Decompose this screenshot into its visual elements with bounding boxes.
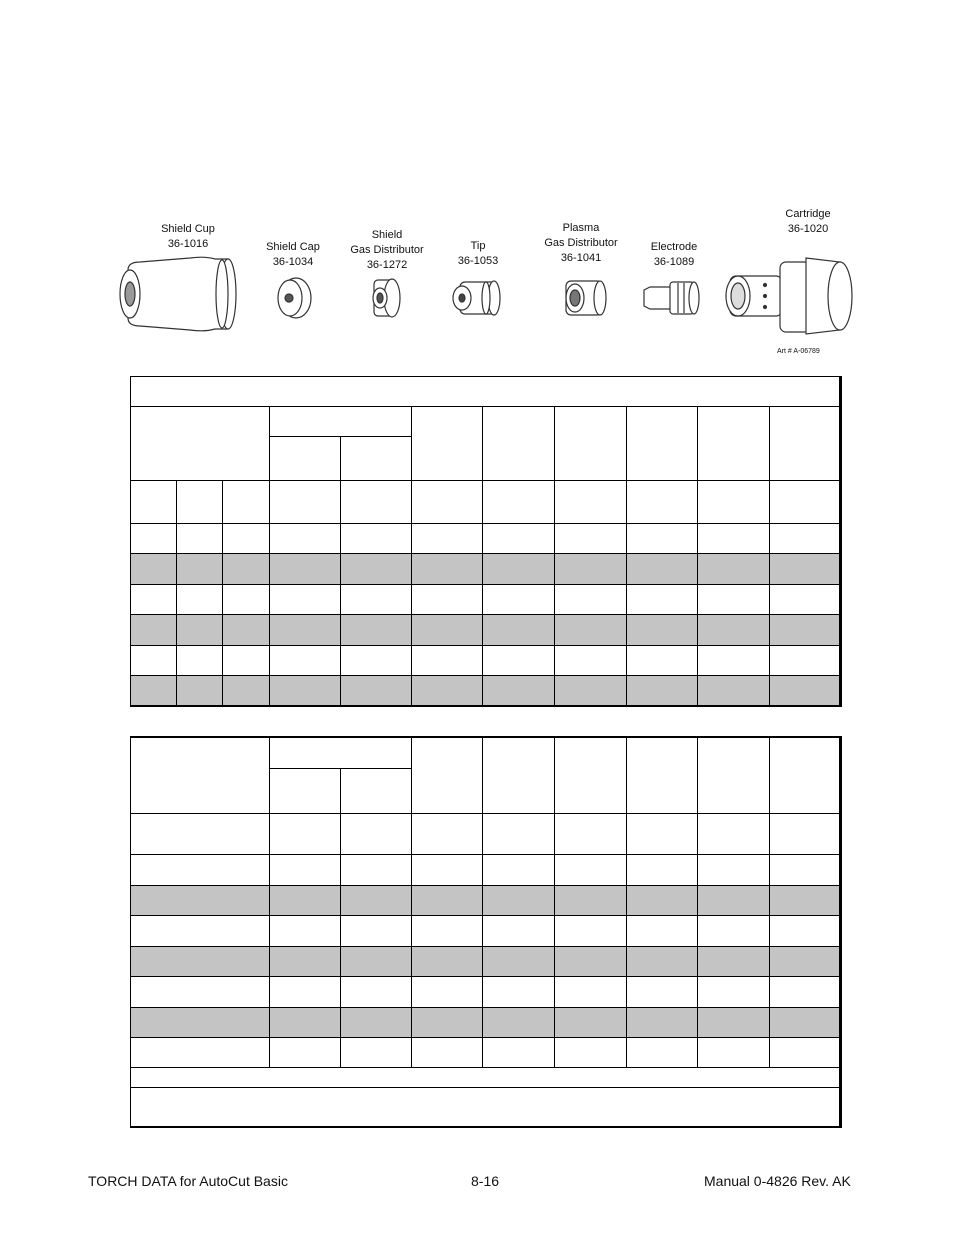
- table-row: [131, 1037, 841, 1067]
- table-row: [131, 585, 841, 615]
- table-row: [131, 885, 841, 915]
- lower-cut-chart-table: [130, 736, 842, 1128]
- table-row: [131, 976, 841, 1007]
- table-row: [131, 481, 841, 524]
- cartridge-label: Cartridge 36-1020: [785, 208, 831, 235]
- table-row: [131, 813, 841, 854]
- electrode-icon: [644, 282, 699, 314]
- page-number: 8-16: [471, 1173, 500, 1189]
- table-row: [131, 915, 841, 946]
- table-row: [131, 646, 841, 676]
- upper-cut-chart-table: [130, 376, 842, 707]
- electrode-label: Electrode 36-1089: [650, 241, 698, 268]
- table-row: [131, 524, 841, 554]
- header-row: [131, 407, 841, 437]
- tip-label: Tip 36-1053: [457, 240, 499, 267]
- notes-row: [131, 1087, 841, 1127]
- table-row: [131, 1007, 841, 1037]
- footer-right: Manual 0-4826 Rev. AK: [704, 1173, 851, 1189]
- shield-cup-label: Shield Cup 36-1016: [161, 223, 215, 250]
- shield-gas-distributor-icon: [373, 279, 400, 317]
- shield-cap-label: Shield Cap 36-1034: [266, 241, 320, 268]
- header-row: [131, 737, 841, 768]
- cartridge-icon: [726, 258, 852, 334]
- notes-header-row: [131, 1067, 841, 1087]
- footer-left: TORCH DATA for AutoCut Basic: [88, 1173, 288, 1189]
- shield-gas-distributor-label: Shield Gas Distributor 36-1272: [350, 229, 424, 271]
- shield-cup-icon: [120, 257, 236, 331]
- table-row: [131, 946, 841, 976]
- table-row: [131, 854, 841, 885]
- table-row: [131, 615, 841, 646]
- table-title-row: [131, 377, 841, 407]
- table-row: [131, 554, 841, 585]
- plasma-gas-distributor-icon: [566, 281, 606, 315]
- plasma-gas-distributor-label: Plasma Gas Distributor 36-1041: [544, 222, 618, 264]
- shield-cap-icon: [278, 278, 311, 318]
- table-row: [131, 676, 841, 706]
- art-number: Art # A-06789: [777, 348, 820, 355]
- tip-icon: [453, 281, 500, 315]
- consumable-parts-illustration: [0, 0, 954, 360]
